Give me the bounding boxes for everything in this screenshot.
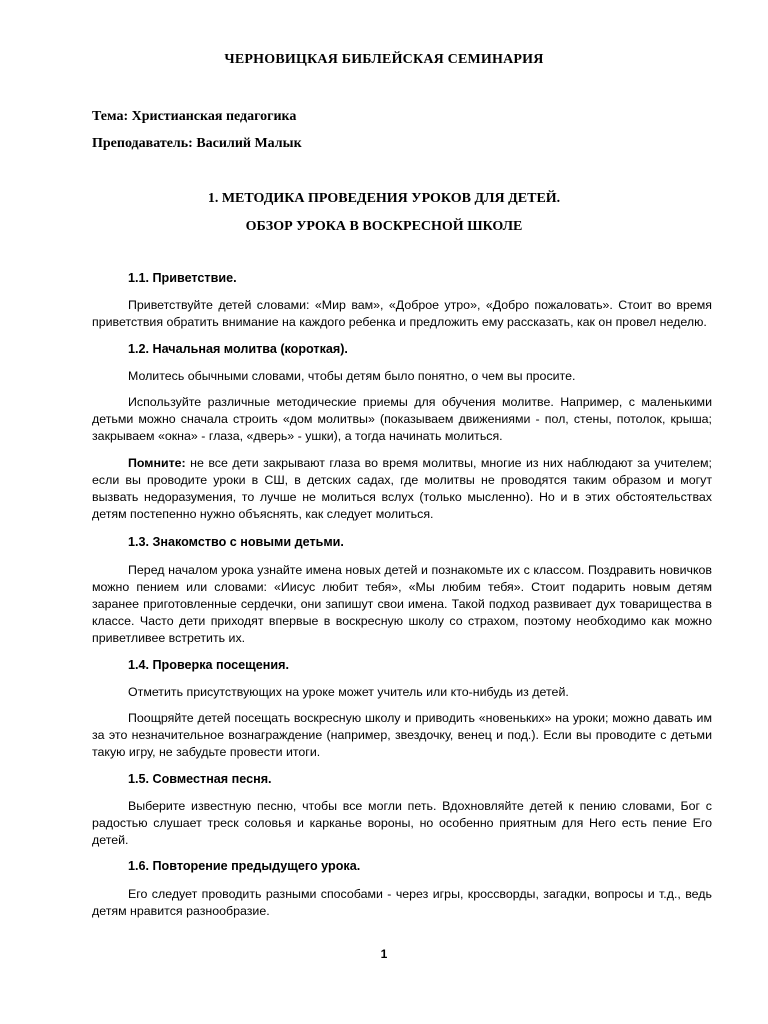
paragraph: Поощряйте детей посещать воскресную школу и приводить «новеньких» на уроки; можно давать им за это незначительное вознаграждение (например, звездочку, венец и под.). Если вы проводите с детьми такую игру, не забудьте провести итоги. xyxy=(92,711,712,760)
document-subtitle: ОБЗОР УРОКА В ВОСКРЕСНОЙ ШКОЛЕ xyxy=(245,219,523,234)
paragraph: Приветствуйте детей словами: «Мир вам», «Доброе утро», «Добро пожаловать». Стоит во время приветствия обратить внимание на каждого ребенка и предложить ему рассказать, как он провел неделю. xyxy=(92,298,712,330)
section-heading: 1.1. Приветствие. xyxy=(128,271,237,285)
section-heading: 1.4. Проверка посещения. xyxy=(128,657,289,672)
section-heading: 1.3. Знакомство с новыми детьми. xyxy=(128,535,344,550)
paragraph: Его следует проводить разными способами - через игры, кроссворды, загадки, вопросы и т.д., ведь детям нравится разнообразие. xyxy=(92,886,712,918)
paragraph: Используйте различные методические приемы для обучения молитве. Например, с маленькими детьми можно сначала строить «дом молитвы» (показываем движениями - пол, стены, потолок, крыша; закрываем «окна» - глаза, «дверь» - ушки), а тогда начинать молиться. xyxy=(92,395,712,444)
topic-line: Тема: Христианская педагогика xyxy=(92,109,297,124)
note-text: не все дети закрывают глаза во время молитвы, многие из них наблюдают за учителем; если вы проводите уроки в СШ, в детских садах, где молитвы не проводятся таким образом и могут вызвать недоразумения, то лучше не молиться вслух (только мысленно). Но и в этих обстоятельствах детям постепенно нужно объяснять, как следует молиться. xyxy=(92,455,712,522)
paragraph: Выберите известную песню, чтобы все могли петь. Вдохновляйте детей к пению словами, Бог с радостью слушает треск соловья и карканье вороны, но особенно приятным для Него есть пение Его детей. xyxy=(92,798,712,848)
paragraph: Отметить присутствующих на уроке может учитель или кто-нибудь из детей. xyxy=(128,684,569,699)
paragraph: Молитесь обычными словами, чтобы детям было понятно, о чем вы просите. xyxy=(128,368,576,383)
section-heading: 1.6. Повторение предыдущего урока. xyxy=(128,859,361,874)
paragraph: Перед началом урока узнайте имена новых детей и познакомьте их с классом. Поздравить новичков можно пением или словами: «Иисус любит тебя», «Мы любим тебя». Стоит подарить новым детям заранее приготовленные сердечки, они запишут свои имена. Такой подход развивает дух товарищества в классе. Часто дети приходят впервые в воскресную школу со страхом, поэтому необходимо как можно приветливее встретить их. xyxy=(92,562,712,646)
section-heading: 1.2. Начальная молитва (короткая). xyxy=(128,341,348,356)
teacher-line: Преподаватель: Василий Малык xyxy=(92,136,302,151)
section-heading: 1.5. Совместная песня. xyxy=(128,771,272,786)
document-title: 1. МЕТОДИКА ПРОВЕДЕНИЯ УРОКОВ ДЛЯ ДЕТЕЙ. xyxy=(207,191,561,206)
seminary-header: ЧЕРНОВИЦКАЯ БИБЛЕЙСКАЯ СЕМИНАРИЯ xyxy=(224,52,544,67)
page-number: 1 xyxy=(380,947,388,961)
note-paragraph xyxy=(92,455,712,524)
document-body xyxy=(92,270,712,929)
note-label: Помните: xyxy=(128,455,186,470)
